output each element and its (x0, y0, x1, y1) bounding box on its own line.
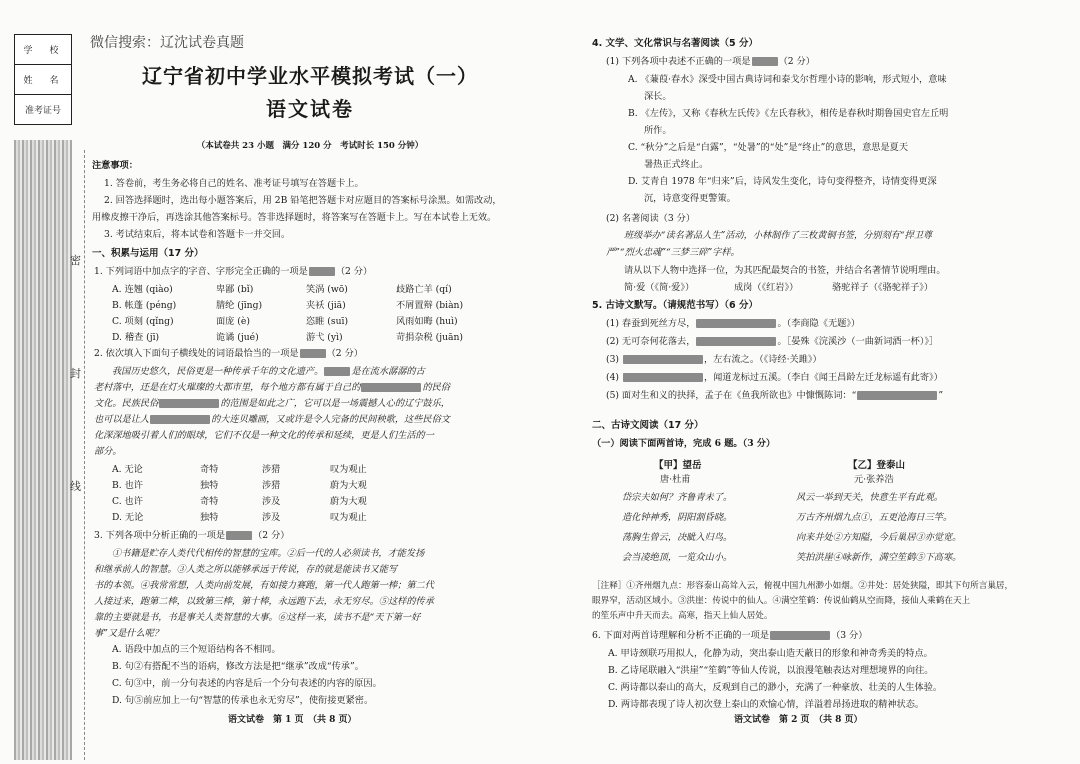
q4-1-stem (606, 56, 815, 68)
q5-text: (5) 面对生和义的抉择，孟子在《鱼我所欲也》中慷慨陈词：“ (606, 390, 857, 401)
watermark: 微信搜索：辽沈试卷真题 (90, 35, 244, 51)
q2-option-cell: 叹为观止 (330, 464, 367, 475)
passage-text: 的范围是如此之广，它可以是一场震撼人心的辽宁鼓乐， (220, 398, 450, 409)
answer-blank (623, 373, 703, 382)
poem-a-author: 唐·杜甫 (660, 474, 691, 485)
q2-option-cell: 蔚为大观 (330, 480, 367, 491)
q1-option-cell: D. 稽查 (jī) (112, 332, 160, 343)
q2-option-cell: 奇特 (200, 496, 219, 507)
q4-2-text: 班级举办“读名著品人生”活动，小林制作了三枚黄铜书签，分别刻有“捍卫尊 (624, 230, 933, 241)
note-line: 1. 答卷前，考生务必将自己的姓名、准考证号填写在答题卡上。 (104, 178, 364, 189)
poem-b-line: 向来井处②方知隘，今后巢居③亦觉宽。 (796, 532, 962, 543)
seal-mark-1: 密 (70, 254, 81, 267)
q6-option: D. 两诗都表现了诗人初次登上泰山的欢愉心情，洋溢着昂扬进取的精神状态。 (608, 699, 925, 710)
passage-text: 的民俗 (422, 382, 450, 393)
poem-a-line: 荡胸生曾云，决眦入归鸟。 (622, 532, 733, 543)
q6-option: A. 甲诗颈联巧用拟人，化静为动，突出泰山造天蔽日的形象和神奇秀美的特点。 (608, 648, 933, 659)
q4-2-text: 严”“烈火忠魂”“三梦三碎”字样。 (606, 247, 740, 258)
q1-option-cell: 歧路亡羊 (qí) (396, 284, 452, 295)
q5-line (606, 372, 943, 384)
q1-option-cell: 风雨如晦 (huì) (396, 316, 458, 327)
exam-id-label: 准考证号 (24, 106, 61, 116)
annotation-line: 的笙乐声中升天而去。高寒，指天上仙人居处。 (592, 611, 773, 621)
q5-text: (4) (606, 372, 620, 383)
q5-line (606, 318, 860, 330)
q6-option: B. 乙诗尾联融入“洪崖”“笙鹤”等仙人传说，以浪漫笔触表达对理想境界的向往。 (608, 665, 934, 676)
q1-option-cell: 苛捐杂税 (juān) (396, 332, 463, 343)
q2-option-cell: B. 也许 (112, 480, 143, 491)
poem-b-line: 笑拍洪崖④咏新作，满空笙鹤⑤下高寒。 (796, 552, 962, 563)
q2-option-cell: A. 无论 (112, 464, 143, 475)
q4-1-option: 暑热正式终止。 (644, 159, 709, 170)
q4-1-option: D. 艾青自 1978 年“归来”后，诗风发生变化，诗句变得整齐，诗情变得更深 (628, 176, 937, 187)
q1-option-cell: 腈纶 (jīng) (216, 300, 263, 311)
q2-option-cell: 涉及 (262, 496, 281, 507)
answer-blank (226, 531, 252, 540)
q4-1-option: A. 《蒹葭·春水》深受中国古典诗词和泰戈尔哲理小诗的影响，形式短小，意味 (628, 74, 947, 85)
q2-option-cell: 涉及 (262, 512, 281, 523)
school-label: 学 校 (15, 35, 71, 65)
poem-b-title: 【乙】登泰山 (848, 460, 906, 471)
q2-passage-line (112, 366, 425, 378)
q5-line (606, 390, 943, 402)
answer-blank (696, 337, 776, 346)
note-line: 用橡皮擦干净后，再选涂其他答案标号。答非选择题时，将答案写在答题卡上。写在本试卷上无效。 (92, 212, 497, 223)
q1-option-cell: 不屑置辩 (biàn) (396, 300, 464, 311)
exam-title: 辽宁省初中学业水平模拟考试（一） (142, 64, 478, 88)
poem-b-line: 风云一举到天关，快意生平有此观。 (796, 492, 943, 503)
q1-option-cell: 夹袄 (jiā) (306, 300, 346, 311)
q6-stem-text: 6. 下面对两首诗理解和分析不正确的一项是 (592, 630, 770, 641)
exam-subtitle: 语文试卷 (266, 97, 354, 121)
q5-line (606, 336, 938, 348)
page-footer-right: 语文试卷 第 2 页 （共 8 页） (734, 715, 863, 725)
q1-option-cell: A. 连翘 (qiào) (112, 284, 173, 295)
q2-option-cell: C. 也许 (112, 496, 143, 507)
q4-1-score: （2 分） (778, 56, 815, 67)
section-heading: 一、积累与运用（17 分） (92, 248, 204, 259)
answer-blank (696, 319, 776, 328)
q6-option: C. 两诗都以泰山的高大，反观到自己的渺小，充满了一种豪放、壮美的人生体验。 (608, 682, 943, 693)
part-heading: （一）阅读下面两首诗，完成 6 题。（3 分） (592, 438, 776, 449)
q4-1-stem-text: (1) 下列各项中表述不正确的一项是 (606, 56, 751, 67)
poem-b-author: 元·张养浩 (854, 474, 894, 485)
seal-mark-3: 线 (70, 480, 81, 493)
q4-2-choice: 成岗（《红岩》） (734, 282, 799, 293)
q2-option-cell: 奇特 (200, 464, 219, 475)
q2-option-cell: D. 无论 (112, 512, 144, 523)
q5-heading: 5. 古诗文默写。（请规范书写）（6 分） (592, 300, 758, 311)
q4-1-option: 沉，诗意变得更警策。 (644, 193, 736, 204)
q3-score: （2 分） (253, 530, 290, 541)
answer-blank (361, 383, 421, 392)
notes-heading: 注意事项： (92, 160, 138, 171)
q1-stem-text: 1. 下列词语中加点字的字音、字形完全正确的一项是 (94, 266, 308, 277)
poem-a-title: 【甲】望岳 (654, 460, 702, 471)
q4-2-text: 请从以下人物中选择一位，为其匹配最契合的书签，并结合名著情节说明理由。 (624, 265, 946, 276)
q1-option-cell: 卑鄙 (bǐ) (216, 284, 254, 295)
student-info-box (14, 34, 72, 125)
q4-2-heading: (2) 名著阅读（3 分） (606, 213, 696, 224)
q5-text: 。（李商隐《无题》） (777, 318, 861, 329)
note-line: 3. 考试结束后，将本试卷和答题卡一并交回。 (104, 229, 291, 240)
q3-option: C. 句③中，前一分句表述的内容是后一个分句表述的内容的原因。 (112, 678, 382, 689)
q3-stem (94, 530, 289, 542)
passage-text: 是在流水潺潺的古 (351, 366, 425, 377)
poem-a-line: 岱宗夫如何？齐鲁青未了。 (622, 492, 733, 503)
binding-stripe (14, 140, 72, 760)
passage-text: 我国历史悠久，民俗更是一种传承千年的文化遗产。 (112, 366, 324, 377)
q2-passage-line: 部分。 (94, 446, 122, 457)
q2-score: （2 分） (326, 348, 363, 359)
q3-passage-line: 事”又是什么呢？ (94, 628, 164, 639)
poem-a-line: 造化钟神秀，阴阳割昏晓。 (622, 512, 733, 523)
q2-stem (94, 348, 363, 360)
q3-option: A. 语段中加点的三个短语结构各不相同。 (112, 644, 281, 655)
name-label: 姓 名 (15, 65, 71, 95)
q5-line (606, 354, 822, 366)
q2-option-cell: 独特 (200, 480, 219, 491)
q6-stem (592, 630, 867, 642)
seal-mark-2: 封 (70, 367, 81, 380)
q2-option-cell: 涉猎 (262, 480, 281, 491)
q5-text: ” (938, 390, 944, 401)
q3-passage-line: 靠的主要就是书，书是事关人类智慧的大事。⑥这样一来，读书不是“天下第一好 (94, 612, 421, 623)
q1-option-cell: C. 项刻 (qǐng) (112, 316, 174, 327)
q2-passage-line (94, 414, 450, 426)
q3-stem-text: 3. 下列各项中分析正确的一项是 (94, 530, 226, 541)
annotation-line: 眼界窄，活动区域小。③洪崖：传说中的仙人。④满空笙鹤：传说仙鹤从空而降，接仙人乘鹤在天上 (592, 596, 971, 606)
q2-passage-line: 化深深地吸引着人们的眼球，它们不仅是一种文化的传承和延续，更是人们生活的一 (94, 430, 434, 441)
q3-passage-line: 人接过来，跑第二棒，以致第三棒，第十棒，永远跑下去，永无穷尽。⑤这样的传承 (94, 596, 434, 607)
q2-passage-line (94, 398, 450, 410)
q4-heading: 4. 文学、文化常识与名著阅读（5 分） (592, 38, 758, 49)
q3-passage-line: 书的本领。④我常常想，人类向前发展，有如接力赛跑，第一代人跑第一棒；第二代 (94, 580, 434, 591)
q4-1-option: 所作。 (644, 125, 672, 136)
page-footer-left: 语文试卷 第 1 页 （共 8 页） (228, 715, 357, 725)
q1-option-cell: 面庞 (è) (216, 316, 250, 327)
q1-option-cell: B. 帐蓬 (péng) (112, 300, 177, 311)
poem-b-line: 万古齐州烟九点①，五更沧海日三竿。 (796, 512, 953, 523)
note-line: 2. 回答选择题时，选出每小题答案后，用 2B 铅笔把答题卡对应题目的答案标号涂黑。如需改动， (104, 195, 502, 206)
q5-text: (1) 春蚕到死丝方尽， (606, 318, 696, 329)
answer-blank (159, 399, 219, 408)
answer-blank (324, 367, 350, 376)
q6-score: （3 分） (831, 630, 868, 641)
answer-blank (623, 355, 703, 364)
q3-passage-line: ①书籍是贮存人类代代相传的智慧的宝库。②后一代的人必须读书，才能发扬 (112, 548, 425, 559)
q4-1-option: B. 《左传》，又称《春秋左氏传》《左氏春秋》，相传是春秋时期鲁国史官左丘明 (628, 108, 949, 119)
q1-stem (94, 266, 372, 278)
q5-text: 。［晏殊《浣溪沙（一曲新词酒一杯）》］ (777, 336, 939, 347)
answer-blank (300, 349, 326, 358)
q2-passage-line (94, 382, 450, 394)
q2-option-cell: 涉猎 (262, 464, 281, 475)
q3-option: B. 句②有搭配不当的语病，修改方法是把“继承”改成“传承”。 (112, 661, 364, 672)
q4-2-choice: 骆驼祥子（《骆驼祥子》） (832, 282, 934, 293)
q1-option-cell: 恣睢 (suī) (306, 316, 349, 327)
answer-blank (770, 631, 830, 640)
q5-text: ，闻道龙标过五溪。（李白《闻王昌龄左迁龙标遥有此寄》） (703, 372, 943, 383)
q5-text: (2) 无可奈何花落去， (606, 336, 696, 347)
seal-line (84, 150, 85, 760)
q2-option-cell: 叹为观止 (330, 512, 367, 523)
q1-option-cell: 诡谲 (jué) (216, 332, 259, 343)
q3-option: D. 句⑤前应加上一句“智慧的传承也永无穷尽”，使衔接更紧密。 (112, 695, 374, 706)
q4-2-choice: 简·爱（《简·爱》） (624, 282, 695, 293)
section-heading: 二、古诗文阅读（17 分） (592, 420, 704, 431)
q1-option-cell: 游弋 (yì) (306, 332, 343, 343)
q4-1-option: C. “秋分”之后是“白露”，“处暑”的“处”是“终止”的意思，意思是夏天 (628, 142, 909, 153)
answer-blank (309, 267, 335, 276)
annotation-line: ［注释］①齐州烟九点：形容泰山高耸入云，俯视中国九州渺小如烟。②井处：居处狭隘，即其下句所言巢居， (592, 581, 1014, 591)
exam-meta: （本试卷共 23 小题 满分 120 分 考试时长 150 分钟） (196, 141, 424, 151)
q5-text: (3) (606, 354, 620, 365)
passage-text: 老村落中，还是在灯火璀璨的大都市里，每个地方都有属于自己的 (94, 382, 361, 393)
q4-1-option: 深长。 (644, 91, 672, 102)
answer-blank (150, 415, 210, 424)
q3-passage-line: 和继承前人的智慧。③人类之所以能够承远于传说，存的就是能读书又能写 (94, 564, 398, 575)
answer-blank (857, 391, 937, 400)
passage-text: 文化。民族民俗 (94, 398, 159, 409)
passage-text: 也可以是让人 (94, 414, 150, 425)
answer-blank (752, 57, 778, 66)
q2-option-cell: 蔚为大观 (330, 496, 367, 507)
q2-stem-text: 2. 依次填入下面句子横线处的词语最恰当的一项是 (94, 348, 299, 359)
q1-score: （2 分） (335, 266, 373, 277)
poem-a-line: 会当凌绝顶，一览众山小。 (622, 552, 733, 563)
q5-text: ，左右流之。（《诗经·关雎》） (703, 354, 822, 365)
q1-option-cell: 笑涡 (wō) (306, 284, 348, 295)
q2-option-cell: 独特 (200, 512, 219, 523)
passage-text: 的大连贝雕画，又或许是令人完备的民间秧歌，这些民俗文 (211, 414, 450, 425)
